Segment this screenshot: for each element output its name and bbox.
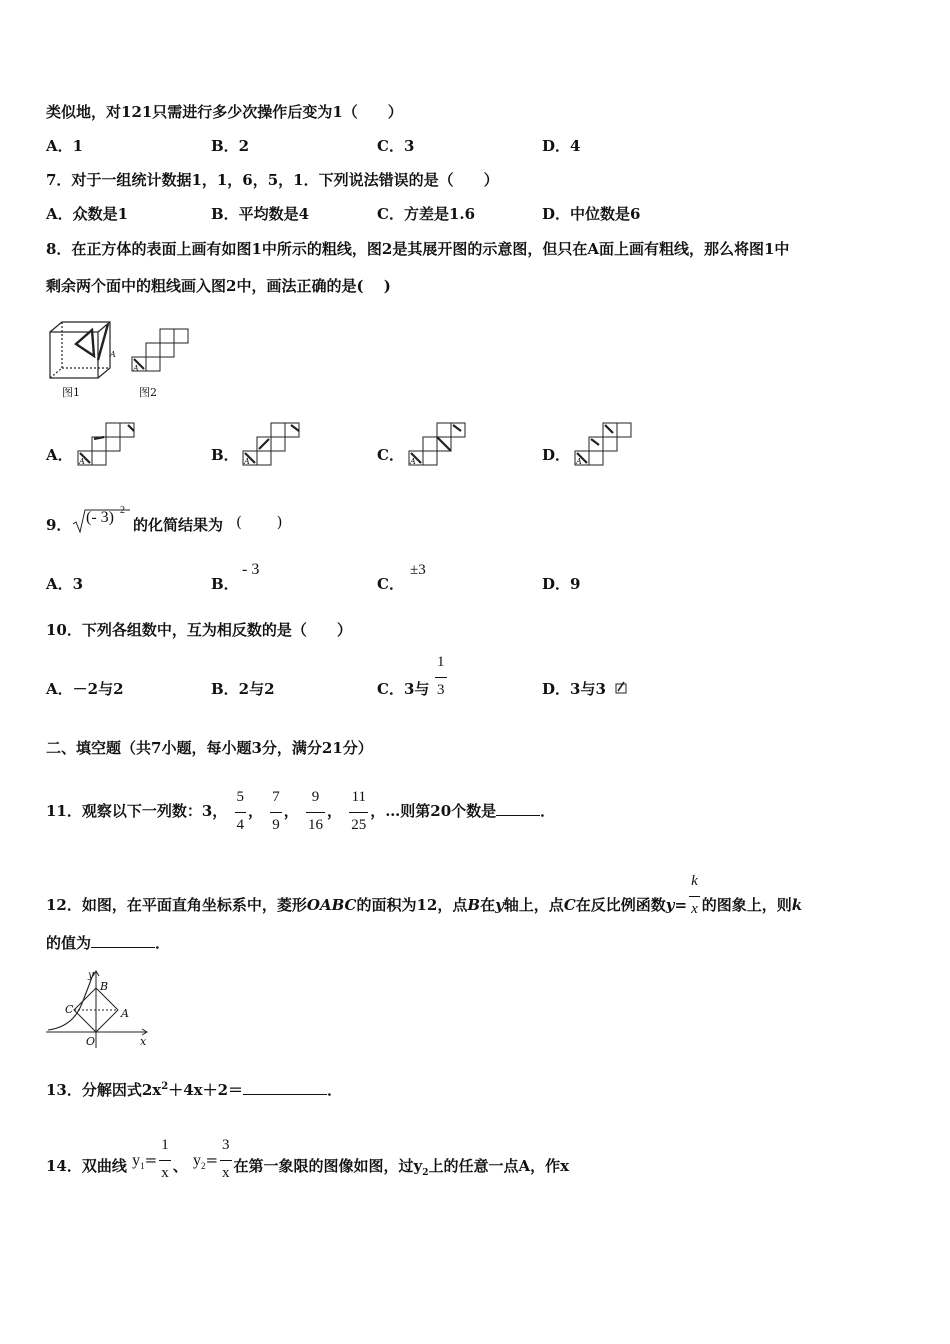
q12-end: ． [155,934,171,952]
q12-part4: 轴上，点 [503,896,564,914]
q8-fig2-caption: 图2 [139,386,157,399]
q8-option-a-net [76,421,138,469]
q9-option-a: A．3 [46,575,84,593]
q14-y2-sub: 2 [200,1161,206,1172]
q14-f2-num: 3 [222,1137,230,1153]
q12-fig-label-b: B [100,980,109,993]
q6-option-c: C．3 [377,137,415,155]
q13-answer-blank[interactable] [243,1082,327,1095]
q14-f1-num: 1 [161,1137,169,1153]
q12-fig-label-o: O [86,1035,96,1048]
q8-option-d-net [573,421,635,469]
q11-sep-3: ， [327,802,343,820]
q8-fig1-face-label: A [110,350,116,359]
q14-y1-sub: 1 [140,1161,145,1172]
q14-suffix-sub: 2 [422,1168,429,1178]
q9-radicand: (- 3) [86,509,114,526]
q6-option-a: A．1 [46,137,84,155]
q8-option-b-face-label: A [244,457,250,466]
q9-prefix: 9． [46,516,72,534]
q10-option-b: B．2与2 [211,680,275,698]
q8-option-d: D． [542,446,571,464]
q8-figure1-cube [48,320,118,382]
q12-part3: 在 [480,896,496,914]
q12-k-den: x [689,896,700,918]
q13-line [46,1078,342,1099]
q8-option-d-face-label: A [576,457,582,466]
q11-f4-num: 11 [351,789,367,805]
q14-eq-1: = [144,1151,158,1169]
q11-sep-1: ， [248,802,264,820]
q7-option-c: C．方差是1.6 [377,205,476,223]
q9-option-c-value: ±3 [410,562,426,578]
q9-bracket: ( ) [236,513,283,531]
q11-answer-blank[interactable] [496,803,540,816]
q11-end: ． [540,802,556,820]
q14-line [46,1137,569,1182]
q14-y2-letter: y [192,1152,201,1169]
q10-c-numerator: 1 [437,654,445,670]
q11-f2-num: 7 [272,789,280,805]
q14-fraction-2 [220,1137,232,1182]
q12-c: C [563,896,576,914]
q8-option-b: B． [211,446,239,464]
q12-yeq: y= [665,896,688,914]
q11-fraction-3 [306,789,325,834]
q12-oabc: OABC [306,896,357,914]
q11-fraction-4 [349,789,368,834]
q11-f4-den: 25 [349,812,368,834]
q6-option-b: B．2 [211,137,250,155]
q12-fig-label-y: y [88,970,94,981]
q14-sep: 、 [172,1157,188,1175]
q8-option-c-net [407,421,473,469]
q12-part6: 的图象上，则 [701,896,792,914]
q8-fig1-caption: 图1 [62,386,80,399]
q10-c-denominator: 3 [435,677,447,699]
q12-line1 [46,873,802,918]
q14-eq-2: = [205,1151,219,1169]
q8-option-b-net [241,421,303,469]
q9-option-b-value: - 3 [242,561,260,578]
q11-prefix: 11．观察以下一列数：3， [46,802,228,820]
q11-f2-den: 9 [270,812,282,834]
q12-coordinate-figure [44,968,154,1052]
q12-fig-label-x: x [140,1035,147,1048]
q13-end: ． [327,1081,343,1099]
q8-option-a: A． [46,446,73,464]
q7-option-a: A．众数是1 [46,205,129,223]
q9-exponent: 2 [120,505,125,516]
q12-line2-text: 的值为 [46,934,92,952]
q14-suffix2: 上的任意一点A，作x [428,1157,570,1175]
q8-fig2-face-label: A [133,364,139,373]
q14-f2-den: x [220,1160,232,1182]
q12-fig-label-c: C [65,1003,74,1016]
q14-y1 [132,1152,145,1172]
q10-text: 10．下列各组数中，互为相反数的是（ ） [46,621,352,639]
q8-figure2-net [130,327,192,375]
q8-option-c-face-label: A [410,457,416,466]
q14-prefix: 14．双曲线 [46,1157,127,1175]
q7-option-d: D．中位数是6 [542,205,641,223]
q14-suffix: 在第一象限的图像如图，过y [233,1157,423,1175]
q10-option-c-fraction [435,654,447,699]
q9-option-c: C． [377,575,404,593]
q9-suffix: 的化简结果为 [133,516,224,534]
q8-option-c: C． [377,446,404,464]
q11-suffix: ，…则第20个数是 [370,802,497,820]
q14-fraction-1 [159,1137,171,1182]
q7-option-b: B．平均数是4 [211,205,310,223]
q11-line [46,789,555,834]
q10-option-c: C．3与 [377,680,430,698]
q14-y1-letter: y [132,1152,141,1169]
q9-option-b: B． [211,575,239,593]
q11-fraction-2 [270,789,282,834]
section2-title: 二、填空题（共7小题，每小题3分，满分21分） [46,739,373,757]
q12-part5: 在反比例函数 [575,896,666,914]
q12-fig-label-a: A [121,1007,129,1020]
q14-f1-den: x [159,1160,171,1182]
q12-y: y [495,896,504,914]
q13-text: 13．分解因式2x [46,1081,162,1099]
q14-y2 [192,1152,206,1172]
q11-sep-2: ， [283,802,299,820]
q13-sup: 2 [161,1081,169,1092]
q12-b: B [467,896,481,914]
q6-option-d: D．4 [542,137,581,155]
q10-option-d: D．3与3 [542,680,606,698]
q6-tail-text: 类似地，对121只需进行多少次操作后变为1（ ） [46,103,403,121]
q11-f3-den: 16 [306,812,325,834]
q12-line2 [46,934,170,952]
q12-fraction [689,873,700,918]
q7-text: 7．对于一组统计数据1，1，6，5，1．下列说法错误的是（ ） [46,171,499,189]
q11-f1-den: 4 [235,812,247,834]
q11-fraction-1 [235,789,247,834]
q8-line2: 剩余两个面中的粗线画入图2中，画法正确的是( ) [46,277,391,295]
q12-part2: 的面积为12，点 [356,896,468,914]
q12-answer-blank[interactable] [91,935,155,948]
q8-option-a-face-label: A [79,457,85,466]
q12-k: k [791,896,803,914]
q10-option-a: A．－2与2 [46,680,124,698]
q11-f3-num: 9 [311,789,320,805]
q10-option-d-broken-glyph-icon [613,680,629,696]
q9-option-d: D．9 [542,575,581,593]
q13-rest: ＋4x＋2＝ [168,1081,244,1099]
q11-f1-num: 5 [236,789,245,805]
q8-line1: 8．在正方体的表面上画有如图1中所示的粗线，图2是其展开图的示意图，但只在A面上画有粗线，那么将图1中 [46,240,790,258]
q12-part1: 12．如图，在平面直角坐标系中，菱形 [46,896,307,914]
q12-k-num: k [691,873,698,889]
